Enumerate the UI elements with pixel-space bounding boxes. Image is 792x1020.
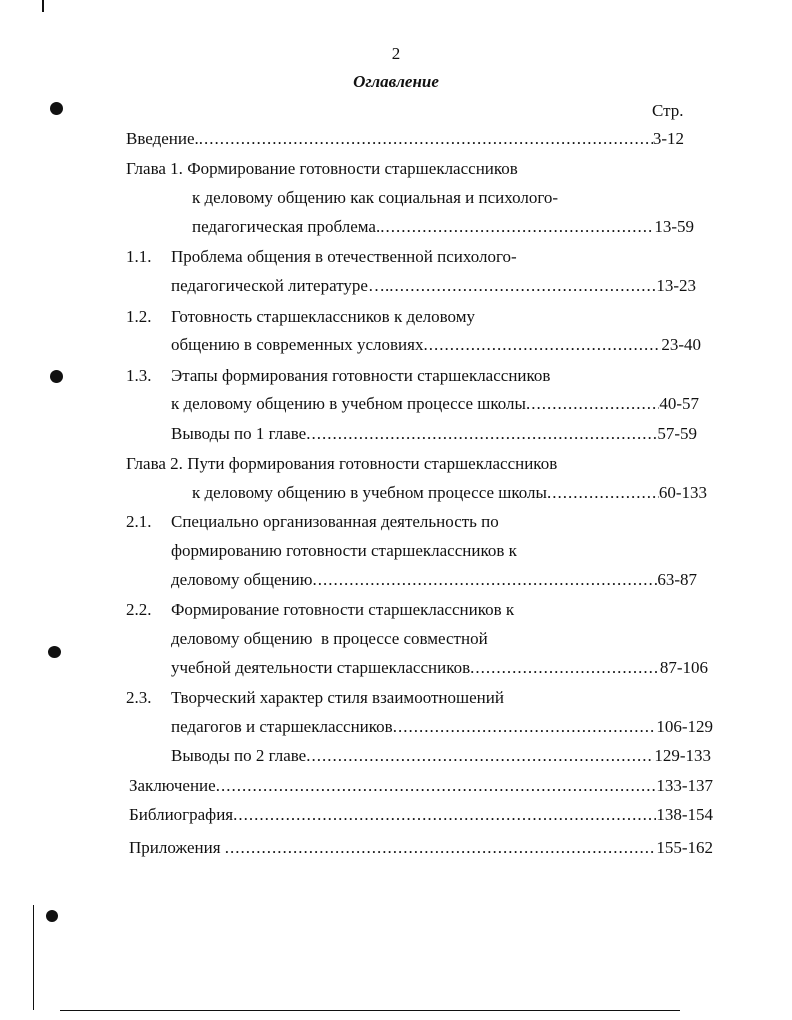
toc-entry-section-1-2[interactable] — [171, 333, 701, 357]
toc-entry-text: Заключение — [129, 776, 216, 795]
chapter-label: Глава 2. — [126, 454, 183, 473]
section-1-2-heading[interactable] — [126, 305, 475, 329]
toc-entry-text: Выводы по 1 главе — [171, 424, 307, 443]
leader-dots — [306, 422, 657, 446]
section-title-line: Формирование готовности старшеклассников к — [171, 600, 515, 619]
toc-entry-conclusion[interactable] — [129, 774, 713, 798]
toc-entry-pages: 106-129 — [656, 717, 713, 736]
toc-entry-text: к деловому общению в учебном процессе школы — [171, 394, 526, 413]
section-1-3-heading[interactable] — [126, 364, 550, 388]
section-2-3-heading[interactable] — [126, 686, 504, 710]
toc-entry-text: педагогов и старшеклассников — [171, 717, 393, 736]
ink-blot — [50, 102, 63, 115]
toc-entry-conclusions-2[interactable] — [171, 744, 711, 768]
section-number: 1.2. — [126, 307, 152, 326]
ink-blot — [50, 370, 63, 383]
leader-dots — [199, 127, 653, 151]
toc-entry-pages: 13-59 — [654, 217, 694, 236]
toc-entry-conclusions-1[interactable] — [171, 422, 697, 446]
section-number: 1.1. — [126, 247, 152, 266]
toc-entry-pages: 3-12 — [652, 129, 684, 148]
leader-dots — [526, 392, 659, 416]
leader-dots — [380, 215, 654, 239]
leader-dots — [216, 774, 657, 798]
leader-dots — [470, 656, 660, 680]
leader-dots — [547, 481, 659, 505]
leader-dots — [312, 568, 657, 592]
leader-dots — [306, 744, 654, 768]
chapter-title-line: к деловому общению как социальная и психолого- — [192, 188, 559, 207]
toc-entry-text: педагогическая проблема. — [192, 217, 381, 236]
toc-entry-text: Выводы по 2 главе — [171, 746, 307, 765]
toc-entry-section-2-3[interactable] — [171, 715, 713, 739]
toc-entry-section-2-2[interactable] — [171, 656, 708, 680]
toc-entry-pages: 60-133 — [658, 483, 707, 502]
leader-dots — [423, 333, 661, 357]
section-2-1-heading[interactable] — [126, 510, 499, 534]
section-2-2-heading[interactable] — [126, 598, 514, 622]
section-title-line: Этапы формирования готовности старшеклассников — [171, 366, 551, 385]
scan-border-top — [42, 0, 44, 12]
toc-entry-text: к деловому общению в учебном процессе школы — [192, 483, 547, 502]
toc-entry-section-1-1[interactable] — [171, 274, 696, 298]
scan-border-left — [33, 905, 34, 1010]
toc-entry-pages: 40-57 — [659, 394, 699, 413]
toc-entry-chapter-2[interactable] — [192, 481, 707, 505]
toc-entry-pages: 133-137 — [656, 776, 713, 795]
toc-entry-text: Приложения — [129, 838, 225, 857]
toc-entry-section-1-3[interactable] — [171, 392, 699, 416]
leader-dots — [393, 715, 657, 739]
toc-entry-pages: 63-87 — [657, 570, 697, 589]
toc-entry-pages: 13-23 — [656, 276, 696, 295]
page-number: 2 — [391, 44, 401, 63]
section-title-line: Специально организованная деятельность по — [171, 512, 499, 531]
section-title-line: деловому общению в процессе совместной — [171, 629, 488, 648]
leader-dots — [225, 836, 657, 860]
toc-title: Оглавление — [353, 72, 439, 91]
toc-entry-text: деловому общению — [171, 570, 313, 589]
chapter-2-heading[interactable] — [126, 452, 557, 476]
toc-entry-text: общению в современных условиях — [171, 335, 424, 354]
toc-entry-text: Введение. — [126, 129, 199, 148]
leader-dots — [389, 274, 656, 298]
toc-entry-section-2-1[interactable] — [171, 568, 697, 592]
toc-entry-bibliography[interactable] — [129, 803, 713, 827]
scan-border-bottom — [60, 1010, 680, 1011]
chapter-label: Глава 1. — [126, 159, 183, 178]
section-1-1-heading[interactable] — [126, 245, 517, 269]
section-title-line: формированию готовности старшеклассников к — [171, 541, 517, 560]
leader-dots — [233, 803, 656, 827]
section-number: 2.3. — [126, 688, 152, 707]
toc-entry-text: Библиография — [129, 805, 234, 824]
chapter-1-heading[interactable] — [126, 157, 518, 181]
toc-entry-chapter-1[interactable] — [192, 215, 694, 239]
toc-entry-pages: 155-162 — [656, 838, 713, 857]
toc-entry-intro[interactable] — [126, 127, 684, 151]
toc-entry-appendix[interactable] — [129, 836, 713, 860]
ink-blot — [46, 910, 58, 922]
section-number: 1.3. — [126, 366, 152, 385]
ink-blot — [48, 646, 61, 658]
section-title-line: Проблема общения в отечественной психолого- — [171, 247, 517, 266]
toc-entry-text: педагогической литературе…. — [171, 276, 390, 295]
section-number: 2.2. — [126, 600, 152, 619]
page-column-header: Стр. — [652, 101, 684, 120]
toc-entry-pages: 57-59 — [657, 424, 697, 443]
toc-entry-pages: 87-106 — [659, 658, 708, 677]
toc-entry-pages: 23-40 — [661, 335, 701, 354]
toc-entry-text: учебной деятельности старшеклассников — [171, 658, 471, 677]
section-title-line: Творческий характер стиля взаимоотношений — [171, 688, 504, 707]
chapter-title-line: Пути формирования готовности старшеклассников — [187, 454, 558, 473]
chapter-title-line: Формирование готовности старшеклассников — [187, 159, 518, 178]
toc-entry-pages: 138-154 — [656, 805, 713, 824]
section-title-line: Готовность старшеклассников к деловому — [171, 307, 475, 326]
section-number: 2.1. — [126, 512, 152, 531]
toc-entry-pages: 129-133 — [654, 746, 711, 765]
